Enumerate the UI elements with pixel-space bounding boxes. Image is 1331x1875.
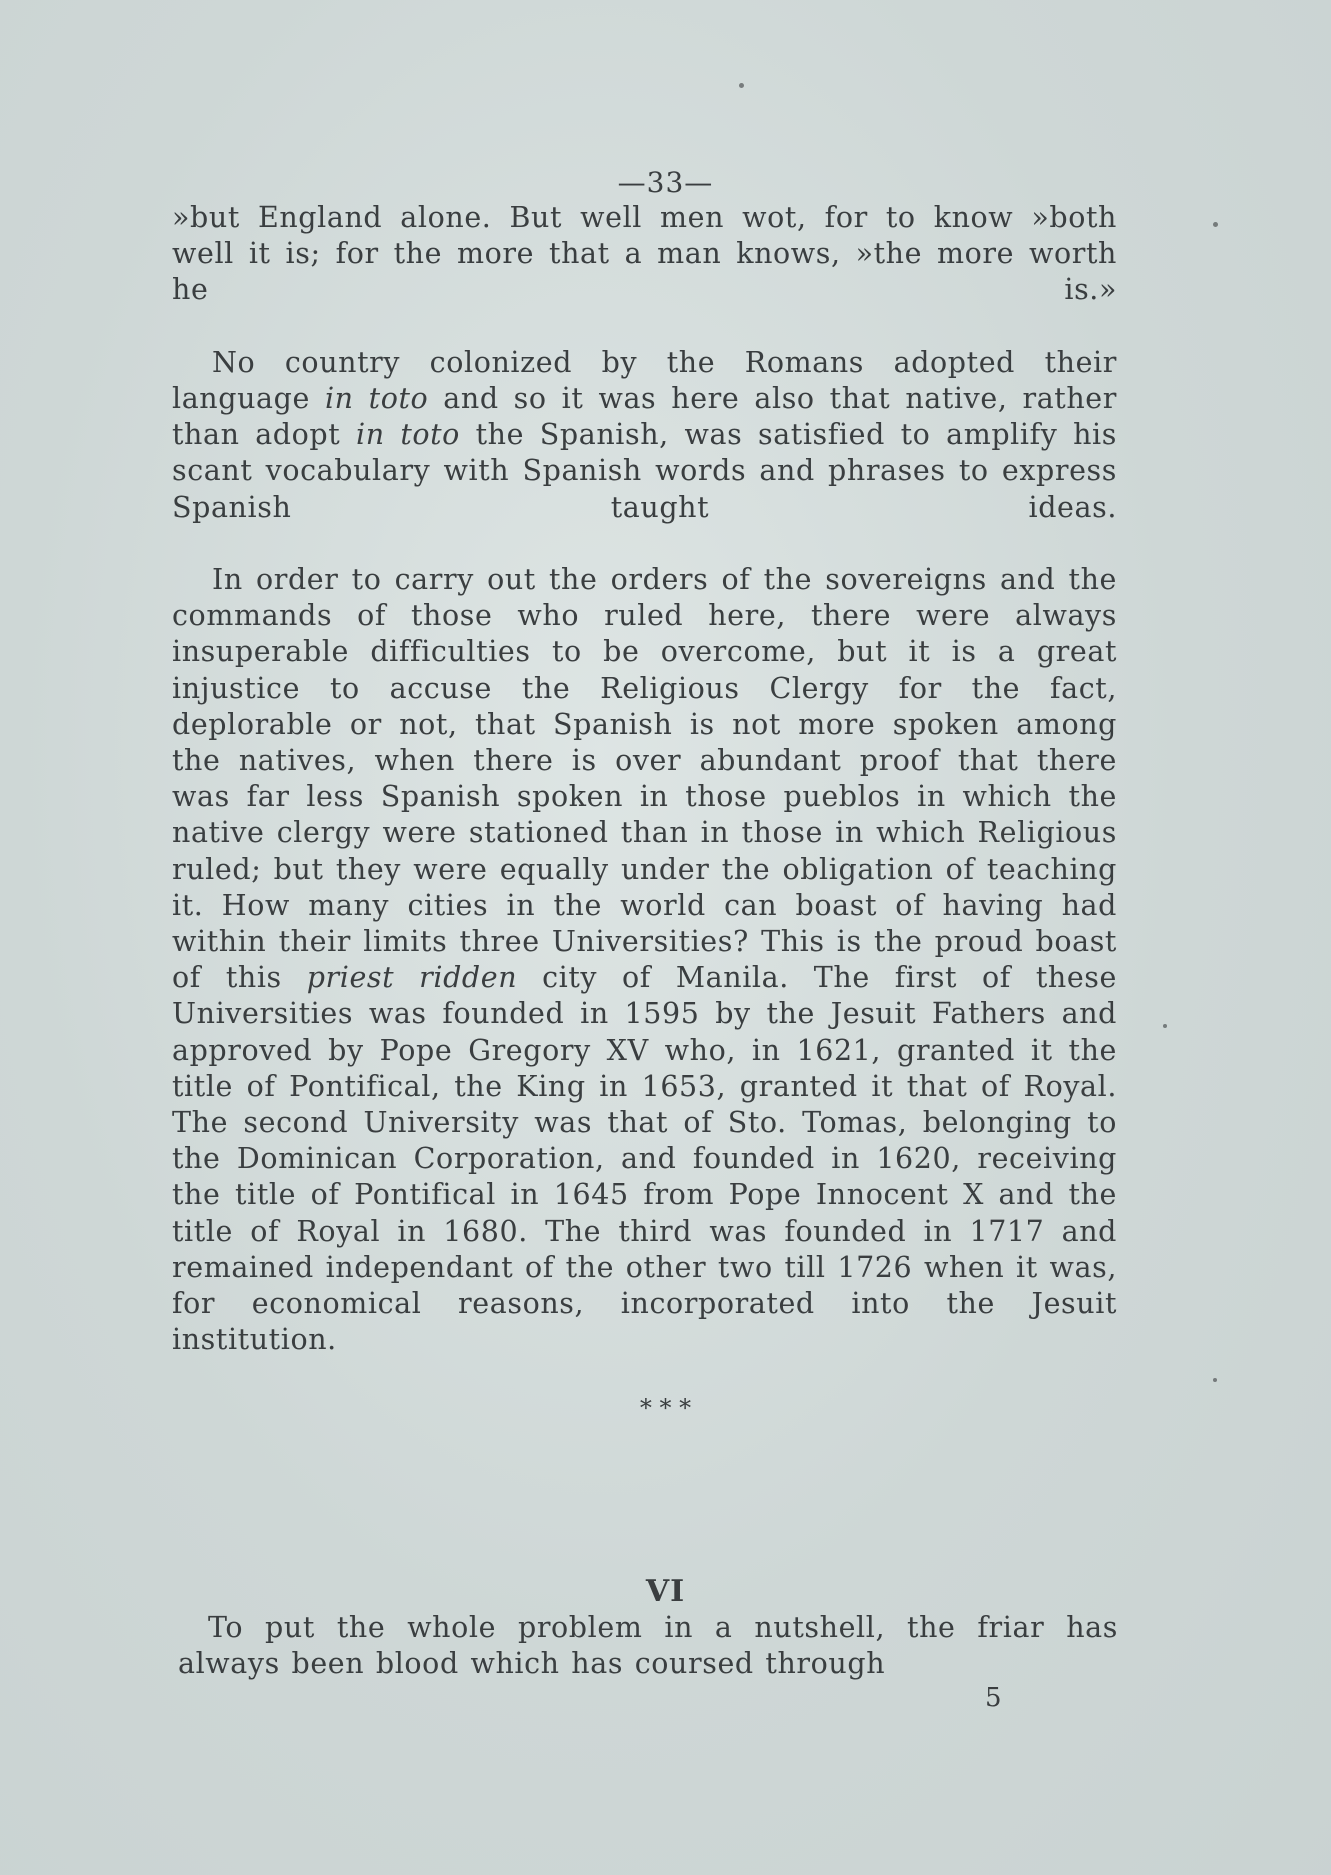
- body-text: [172, 200, 1117, 1359]
- universities-paragraph: [172, 562, 1117, 1358]
- ink-speck: [1213, 222, 1218, 227]
- ink-speck: [1213, 1378, 1217, 1382]
- paragraph-text-run: In order to carry out the orders of the sovereigns and the commands of those who ruled here, there were always insuperable difficulties to be overcome, but it is a great injustice to accuse the Religious Clergy for the fact, deplorable or not, that Spanish is not more spoken among the natives, when there is over abundant proof that there was far less Spanish spoken in those pueblos in which the native clergy were stationed than in those in which Religious ruled; but they were equally under the obligation of teaching it. How many cities in the world can boast of having had within their limits three Universities? This is the proud boast of this: [172, 563, 1117, 995]
- italic-phrase: in toto: [324, 382, 429, 416]
- paragraph-text-run: No country colonized by the Romans adopted their language: [172, 345, 1117, 416]
- paragraph-text-run: city of Manila. The first of these Universities was founded in 1595 by the Jesuit Fathers and approved by Pope Gregory XV who, in 1621, granted it the title of Pontifical, the King in 1653, granted it that of Royal. The second University was that of Sto. Tomas, belonging to the Dominican Corporation, and founded in 1620, receiving the title of Pontifical in 1645 from Pope Innocent X and the title of Royal in 1680. The third was founded in 1717 and remained independant of the other two till 1726 when it was, for economical reasons, incorporated into the Jesuit institution.: [172, 961, 1117, 1357]
- page-number: —33—: [617, 166, 714, 199]
- signature-mark: 5: [985, 1683, 1002, 1713]
- colonization-paragraph: [172, 345, 1117, 562]
- section-separator: * * *: [639, 1394, 692, 1422]
- ink-speck: [739, 83, 744, 88]
- paragraph-text-run: and so it was here also that native, rather than adopt: [172, 382, 1117, 452]
- paragraph-text-run: the Spanish, was satisfied to amplify his scant vocabulary with Spanish words and phrases to express Spanish taught ideas.: [172, 418, 1117, 524]
- section-opening-paragraph: To put the whole problem in a nutshell, the friar has always been blood which has coursed through: [178, 1611, 1118, 1680]
- ink-speck: [1163, 1024, 1167, 1028]
- section-text: [178, 1610, 1118, 1682]
- italic-phrase: priest ridden: [306, 961, 518, 995]
- section-heading: VI: [645, 1574, 686, 1609]
- italic-phrase: in toto: [355, 418, 460, 452]
- quote-continuation-paragraph: »but England alone. But well men wot, for to know »both well it is; for the more that a man knows, »the more worth he is.»: [172, 201, 1117, 307]
